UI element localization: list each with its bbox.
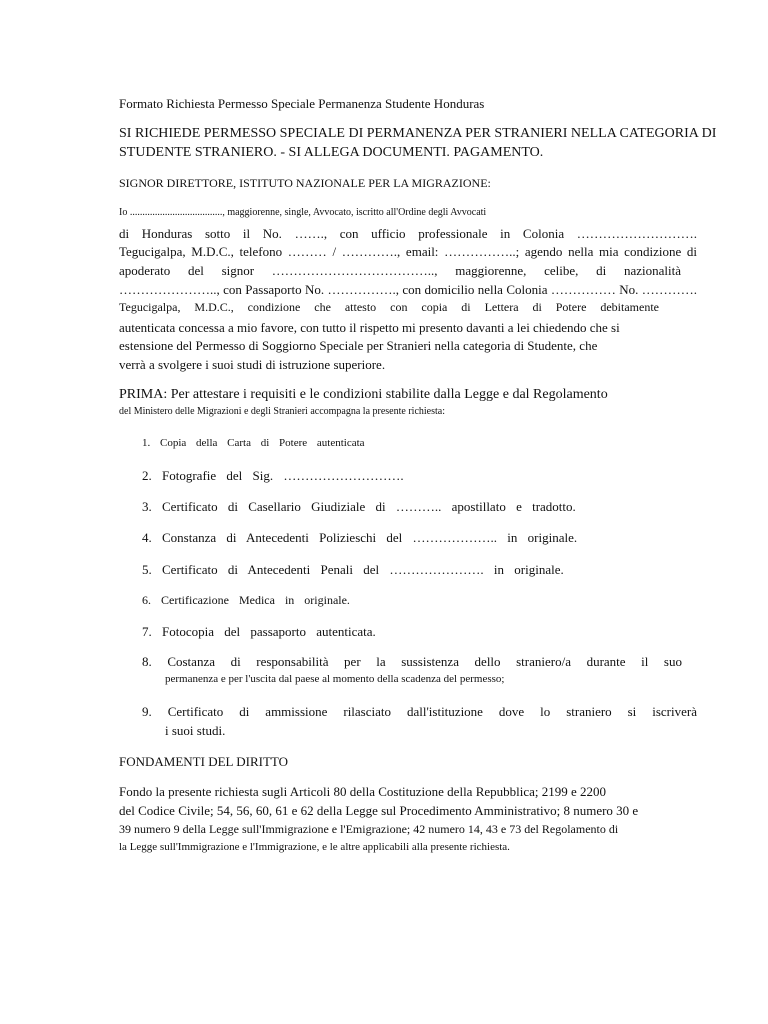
list-item-3: 3. Certificato di Casellario Giudiziale di ……….. apostillato e tradotto. [142,499,576,514]
list-item-8: 8. Costanza di responsabilità per la sussistenza dello straniero/a durante il suo [142,654,682,669]
intro-line-1: Io ....................................., maggiorenne, single, Avvocato, iscritto all'Ordine degli Avvocati [119,207,487,218]
heading-line-2: STUDENTE STRANIERO. - SI ALLEGA DOCUMENTI. PAGAMENTO. [119,145,544,160]
list-item-9-continuation: i suoi studi. [165,723,226,738]
list-item-1: 1. Copia della Carta di Potere autenticata [142,437,365,449]
intro-line-2: di Honduras sotto il No. ……., con ufficio professionale in Colonia ………………………. [119,226,697,241]
addressee: SIGNOR DIRETTORE, ISTITUTO NAZIONALE PER LA MIGRAZIONE: [119,176,491,190]
list-item-7: 7. Fotocopia del passaporto autenticata. [142,624,376,639]
prima-line-2: del Ministero delle Migrazioni e degli Stranieri accompagna la presente richiesta: [119,406,445,417]
heading-line-1: SI RICHIEDE PERMESSO SPECIALE DI PERMANENZA PER STRANIERI NELLA CATEGORIA DI [119,126,717,141]
list-item-9: 9. Certificato di ammissione rilasciato dall'istituzione dove lo straniero si iscriverà [142,704,697,719]
list-item-2: 2. Fotografie del Sig. ………………………. [142,468,404,483]
intro-line-8: estensione del Permesso di Soggiorno Speciale per Stranieri nella categoria di Studente, che [119,338,598,353]
intro-line-3: Tegucigalpa, M.D.C., telefono ……… / …………., email: ……………..; agendo nella mia condizione di [119,244,697,259]
intro-line-7: autenticata concessa a mio favore, con tutto il rispetto mi presento davanti a lei chiedendo che si [119,320,620,335]
fondamenti-line-1: Fondo la presente richiesta sugli Articoli 80 della Costituzione della Repubblica; 2199 e 2200 [119,784,607,799]
prima-line-1: PRIMA: Per attestare i requisiti e le condizioni stabilite dalla Legge e dal Regolamento [119,387,608,402]
intro-line-4: apoderato del signor ……………………………….., maggiorenne, celibe, di nazionalità [119,263,681,278]
intro-line-6: Tegucigalpa, M.D.C., condizione che attesto con copia di Lettera di Potere debitamente [119,300,659,314]
fondamenti-line-4: la Legge sull'Immigrazione e l'Immigrazione, e le altre applicabili alla presente richiesta. [119,841,510,853]
document-title: Formato Richiesta Permesso Speciale Permanenza Studente Honduras [119,96,485,111]
list-item-6: 6. Certificazione Medica in originale. [142,593,350,607]
list-item-5: 5. Certificato di Antecedenti Penali del …………………. in originale. [142,562,564,577]
fondamenti-line-2: del Codice Civile; 54, 56, 60, 61 e 62 della Legge sul Procedimento Amministrativo; 8 numero 30 e [119,803,639,818]
fondamenti-line-3: 39 numero 9 della Legge sull'Immigrazione e l'Emigrazione; 42 numero 14, 43 e 73 del Regolamento di [119,822,619,836]
fondamenti-heading: FONDAMENTI DEL DIRITTO [119,754,288,769]
intro-line-9: verrà a svolgere i suoi studi di istruzione superiore. [119,357,386,372]
list-item-8-continuation: permanenza e per l'uscita dal paese al momento della scadenza del permesso; [165,673,505,685]
intro-line-5: ………………….., con Passaporto No. ……………., con domicilio nella Colonia …………… No. …………. [119,282,697,297]
list-item-4: 4. Constanza di Antecedenti Polizieschi del ……………….. in originale. [142,530,578,545]
